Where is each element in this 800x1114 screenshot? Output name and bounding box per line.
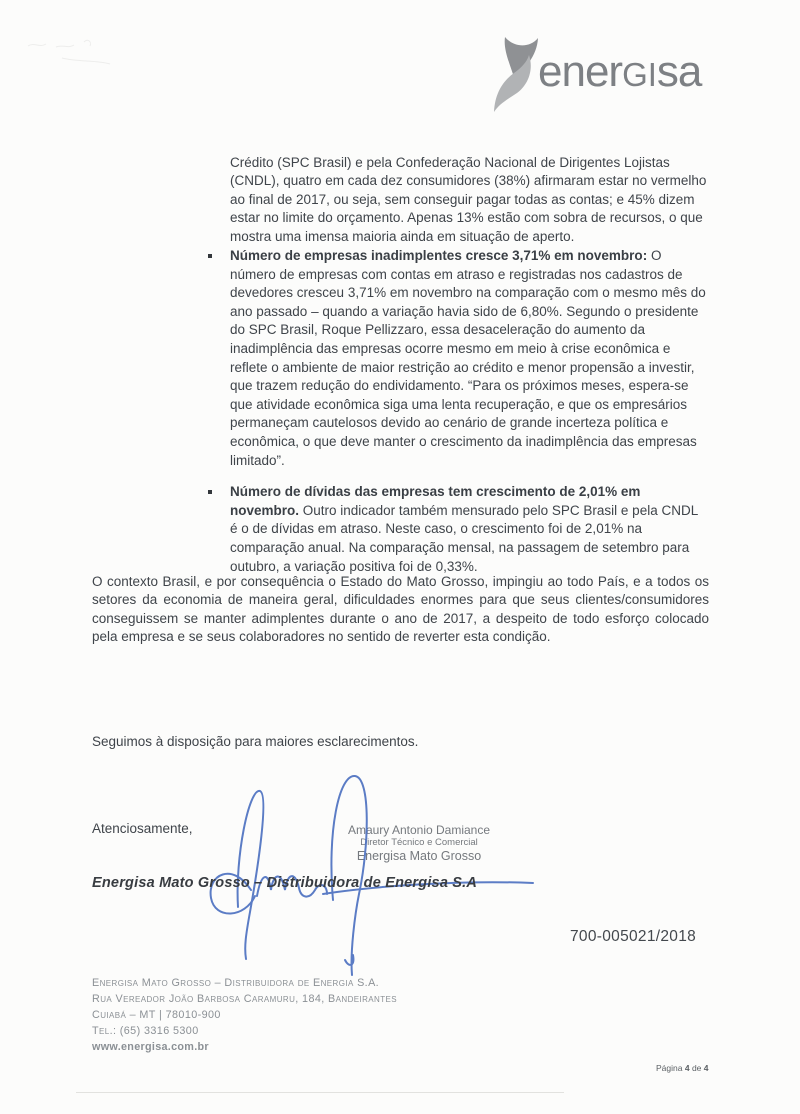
energisa-flame-icon xyxy=(492,35,544,113)
bullet-text: Outro indicador também mensurado pelo SPC Brasil e pela CNDL é o de dívidas em atraso. Neste caso, o crescimento foi de 2,01% na comparação anual. Na comparação mensal, na passagem de setembro para outubro, a variação positiva foi de 0,33%. xyxy=(230,502,698,574)
bullet-text: O número de empresas com contas em atraso e registradas nos cadastros de devedores cresceu 3,71% em novembro na comparação com o mesmo mês do ano passado – quando a variação havia sido de 6,80%. Segundo o presidente do SPC Brasil, Roque Pellizzaro, essa desaceleração do aumento da inadimplência das empresas ocorre mesmo em meio à crise econômica e reflete o ambiente de maior restrição ao crédito e menor propensão a investir, que trazem redução do endividamento. “Para os próximos meses, espera-se que atividade econômica siga uma lenta recuperação, e que os empresários permaneçam cautelosos devido ao cenário de grande incerteza política e econômica, o que deve manter o crescimento da inadimplência das empresas limitado”. xyxy=(230,248,706,468)
logo-wordmark-part: sa xyxy=(656,47,702,96)
list-item xyxy=(207,247,708,470)
logo-wordmark-part: ener xyxy=(538,47,623,96)
page-current: 4 xyxy=(684,1063,690,1073)
signer-company: Energisa Mato Grosso xyxy=(356,849,482,863)
reference-number: 700-005021/2018 xyxy=(570,928,697,945)
page-number-label: Página 4 de 4 xyxy=(656,1063,709,1073)
signer-role: Diretor Técnico e Comercial xyxy=(360,837,478,848)
scan-edge-line xyxy=(76,1092,564,1093)
bullet-title: Número de empresas inadimplentes cresce 3,71% em novembro xyxy=(230,248,643,263)
list-item xyxy=(207,483,708,576)
closing-salutation: Atenciosamente, xyxy=(92,820,193,836)
bullet-paragraph xyxy=(230,247,708,470)
bullet-separator: : xyxy=(642,248,648,263)
logo-wordmark-smallcaps: GI xyxy=(622,56,657,93)
page-total: 4 xyxy=(703,1063,709,1073)
bullet-list xyxy=(207,247,708,589)
footer-city-zip: Cuiabá – MT | 78010-900 xyxy=(92,1009,221,1021)
company-signature-line: Energisa Mato Grosso – Distribuidora de Energisa S.A xyxy=(92,875,478,891)
footer-website: www.energisa.com.br xyxy=(92,1041,209,1053)
footer-phone: Tel.: (65) 3316 5300 xyxy=(92,1025,199,1037)
energisa-logo xyxy=(492,33,707,113)
footer-address: Rua Vereador João Barbosa Caramuru, 184, Bandeirantes xyxy=(92,993,397,1005)
bullet-paragraph xyxy=(230,483,708,576)
availability-line: Seguimos à disposição para maiores esclarecimentos. xyxy=(92,733,419,749)
logo-wordmark xyxy=(538,47,701,97)
letterhead-footer xyxy=(92,975,397,1055)
signer-name: Amaury Antonio Damiance xyxy=(347,823,491,837)
bullet-marker xyxy=(208,254,212,258)
signer-block xyxy=(333,823,505,864)
bullet-marker xyxy=(208,490,212,494)
intro-paragraph: Crédito (SPC Brasil) e pela Confederação Nacional de Dirigentes Lojistas (CNDL), quatro em cada dez consumidores (38%) afirmaram estar no vermelho ao final de 2017, ou seja, sem conseguir pagar todas as contas; e 45% dizem estar no limite do orçamento. Apenas 13% estão com sobra de recursos, o que mostra uma imensa maioria ainda em situação de aperto. xyxy=(230,154,707,244)
bullet-title: Número de dívidas das empresas tem crescimento de 2,01% em novembro. xyxy=(230,484,641,518)
context-paragraph: O contexto Brasil, e por consequência o Estado do Mato Grosso, impingiu ao todo País, e a todos os setores da economia de maneira geral, dificuldades enormes para que seus clientes/consumidores conseguissem se manter adimplentes durante o ano de 2017, a despeito de todo esforço colocado pela empresa e se seus colaboradores no sentido de reverter esta condição. xyxy=(92,573,709,645)
scan-artifact xyxy=(22,32,142,72)
footer-company-name: Energisa Mato Grosso – Distribuidora de Energia S.A. xyxy=(92,977,380,989)
